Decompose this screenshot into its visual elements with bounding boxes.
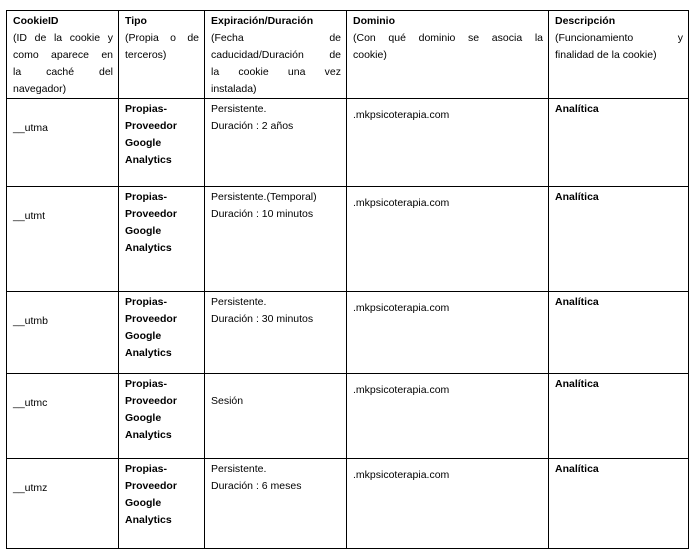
table-row [7, 187, 689, 292]
cookie-dominio: .mkpsicoterapia.com [347, 459, 549, 549]
cookie-tipo [119, 459, 205, 549]
cookie-descripcion: Analítica [549, 459, 689, 549]
header-subtitle [211, 30, 341, 98]
cookie-descripcion: Analítica [549, 374, 689, 459]
cookie-descripcion: Analítica [549, 187, 689, 292]
cookie-expiracion [205, 292, 347, 374]
cookie-tipo [119, 99, 205, 187]
header-line: finalidad de la cookie) [555, 49, 657, 61]
header-line: cookie) [353, 49, 387, 61]
tipo-line: Proveedor [125, 208, 177, 220]
exp-line: Persistente. [211, 296, 267, 308]
cookie-id: __utmt [7, 187, 119, 292]
header-line: como aparece en [13, 49, 113, 61]
header-line: navegador) [13, 83, 67, 95]
tipo-line: Proveedor [125, 120, 177, 132]
header-title: CookieID [13, 15, 59, 27]
tipo-line: Google [125, 137, 162, 149]
cookie-dominio: .mkpsicoterapia.com [347, 99, 549, 187]
header-line: caducidad/Duración de [211, 49, 341, 61]
header-subtitle [353, 30, 543, 64]
tipo-line: Google [125, 412, 162, 424]
tipo-line: Analytics [125, 154, 172, 166]
header-descripcion [549, 11, 689, 99]
cookie-dominio: .mkpsicoterapia.com [347, 374, 549, 459]
tipo-line: Google [125, 497, 162, 509]
table-row [7, 374, 689, 459]
tipo-line: Propias- [125, 378, 168, 390]
exp-line: Duración : 30 minutos [211, 313, 314, 325]
exp-line: Duración : 6 meses [211, 480, 302, 492]
header-line: instalada) [211, 83, 257, 95]
tipo-line: Propias- [125, 103, 168, 115]
header-dominio [347, 11, 549, 99]
cookie-tipo [119, 374, 205, 459]
cookie-expiracion [205, 374, 347, 459]
exp-line: Duración : 10 minutos [211, 208, 314, 220]
cookie-id: __utmb [7, 292, 119, 374]
exp-line: Persistente. [211, 463, 267, 475]
header-title: Dominio [353, 15, 395, 27]
header-title: Expiración/Duración [211, 15, 314, 27]
header-title: Descripción [555, 15, 616, 27]
header-cookieid [7, 11, 119, 99]
tipo-line: Analytics [125, 347, 172, 359]
cookie-dominio: .mkpsicoterapia.com [347, 187, 549, 292]
table-header-row [7, 11, 689, 99]
header-tipo [119, 11, 205, 99]
header-subtitle [125, 30, 199, 64]
tipo-line: Proveedor [125, 313, 177, 325]
tipo-line: Analytics [125, 242, 172, 254]
tipo-line: Proveedor [125, 395, 177, 407]
exp-line: Persistente.(Temporal) [211, 191, 317, 203]
exp-line: Duración : 2 años [211, 120, 294, 132]
cookie-descripcion: Analítica [549, 99, 689, 187]
header-line: (Fecha de [211, 32, 341, 44]
tipo-line: Propias- [125, 296, 168, 308]
exp-line: Persistente. [211, 103, 267, 115]
tipo-line: Propias- [125, 463, 168, 475]
cookie-table [6, 10, 689, 549]
cookie-id: __utmz [7, 459, 119, 549]
header-line: (Con qué dominio se asocia la [353, 32, 543, 44]
table-row [7, 459, 689, 549]
header-expiracion [205, 11, 347, 99]
cookie-dominio: .mkpsicoterapia.com [347, 292, 549, 374]
tipo-line: Propias- [125, 191, 168, 203]
tipo-line: Proveedor [125, 480, 177, 492]
cookie-tipo [119, 187, 205, 292]
cookie-tipo [119, 292, 205, 374]
header-subtitle [555, 30, 683, 64]
header-line: terceros) [125, 49, 167, 61]
header-line: (ID de la cookie y [13, 32, 113, 44]
header-line: la caché del [13, 66, 113, 78]
tipo-line: Analytics [125, 514, 172, 526]
header-line: (Funcionamiento y [555, 32, 683, 44]
exp-line [211, 376, 341, 393]
cookie-id: __utma [7, 99, 119, 187]
cookie-expiracion [205, 99, 347, 187]
header-title: Tipo [125, 15, 147, 27]
cookie-expiracion [205, 459, 347, 549]
table-row [7, 99, 689, 187]
cookie-descripcion: Analítica [549, 292, 689, 374]
tipo-line: Google [125, 330, 162, 342]
header-line: (Propia o de [125, 32, 199, 44]
tipo-line: Google [125, 225, 162, 237]
header-subtitle [13, 30, 113, 98]
table-row [7, 292, 689, 374]
cookie-expiracion [205, 187, 347, 292]
exp-line: Sesión [211, 395, 244, 407]
cookie-id: __utmc [7, 374, 119, 459]
tipo-line: Analytics [125, 429, 172, 441]
header-line: la cookie una vez [211, 66, 341, 78]
